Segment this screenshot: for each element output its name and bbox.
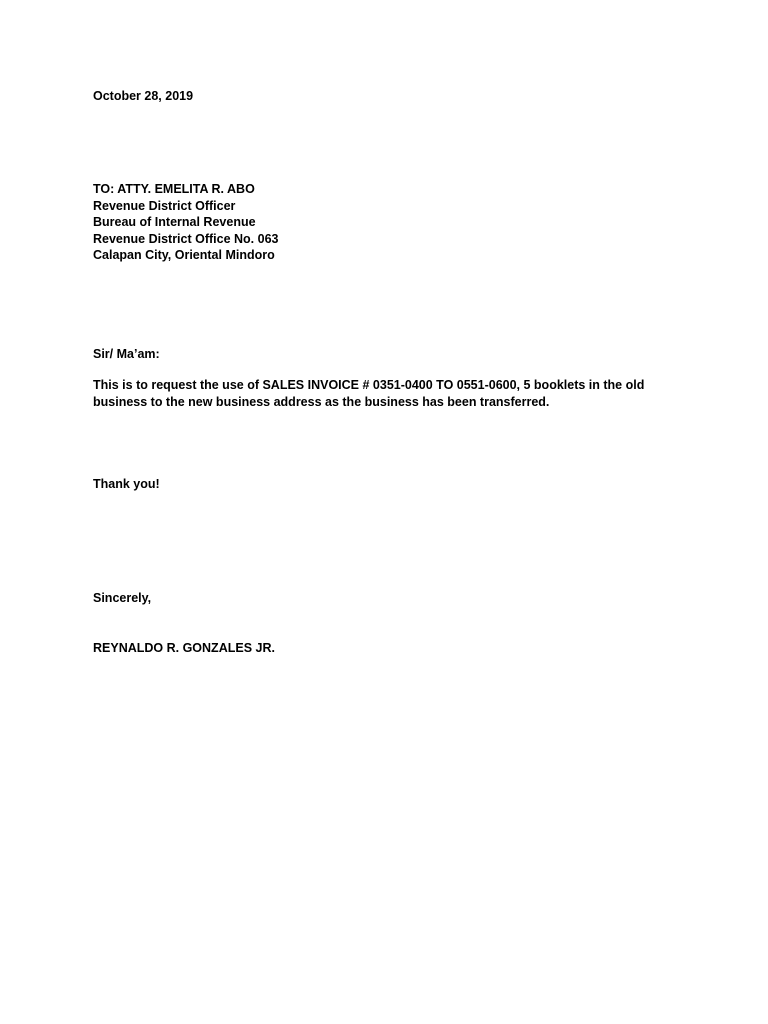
- recipient-address: [93, 181, 653, 264]
- recipient-agency: Bureau of Internal Revenue: [93, 215, 256, 229]
- date-text: October 28, 2019: [93, 89, 194, 103]
- closing: [93, 590, 653, 607]
- body-line: business to the new business address as the business has been transferred.: [93, 394, 550, 409]
- signatory: [93, 640, 653, 657]
- letter-date: [93, 88, 653, 105]
- recipient-location: Calapan City, Oriental Mindoro: [93, 248, 275, 262]
- body-line: This is to request the use of SALES INVOICE # 0351-0400 TO 0551-0600, 5 booklets in the old: [93, 378, 645, 392]
- thanks-text: Thank you!: [93, 477, 160, 491]
- recipient-position: Revenue District Officer: [93, 198, 236, 213]
- closing-text: Sincerely,: [93, 591, 152, 605]
- salutation-text: Sir/ Ma’am:: [93, 347, 160, 361]
- thanks-line: [93, 476, 653, 493]
- salutation: [93, 346, 653, 363]
- recipient-name: TO: ATTY. EMELITA R. ABO: [93, 182, 255, 196]
- letter-body: [93, 377, 653, 410]
- signatory-name: REYNALDO R. GONZALES JR.: [93, 641, 275, 655]
- recipient-office: Revenue District Office No. 063: [93, 231, 279, 246]
